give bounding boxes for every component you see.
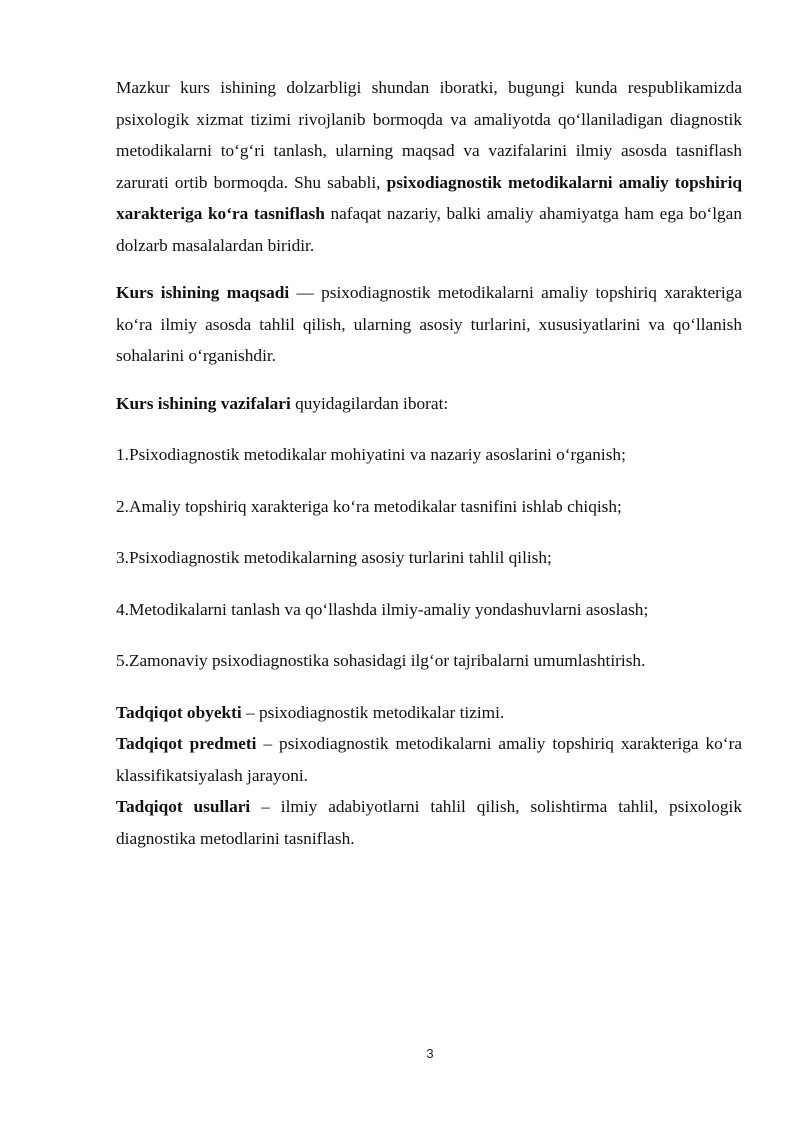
research-subject xyxy=(116,728,742,791)
research-subject-text: – psixodiagnostik metodikalarni amaliy topshiriq xarakteriga ko‘ra klassifikatsiyalash jarayoni. xyxy=(116,734,742,785)
task-item-5: 5.Zamonaviy psixodiagnostika sohasidagi ilg‘or tajribalarni umumlashtirish. xyxy=(116,651,646,670)
document-body xyxy=(116,72,742,854)
tasks-label: Kurs ishining vazifalari xyxy=(116,393,291,413)
task-item-1: 1.Psixodiagnostik metodikalar mohiyatini va nazariy asoslarini o‘rganish; xyxy=(116,445,626,464)
task-item-2: 2.Amaliy topshiriq xarakteriga ko‘ra metodikalar tasnifini ishlab chiqish; xyxy=(116,496,622,516)
task-item-3: 3.Psixodiagnostik metodikalarning asosiy turlarini tahlil qilish; xyxy=(116,548,552,567)
tasks-heading xyxy=(116,388,742,420)
research-methods-label: Tadqiqot usullari xyxy=(116,797,251,816)
research-object xyxy=(116,697,742,729)
relevance-paragraph xyxy=(116,72,742,261)
research-object-label: Tadqiqot obyekti xyxy=(116,702,242,722)
goal-paragraph xyxy=(116,277,742,372)
relevance-text-end: nafaqat nazariy, balki amaliy ahamiyatga ham ega bo‘lgan dolzarb masalalardan biridir. xyxy=(116,204,742,255)
research-methods-text: – ilmiy adabiyotlarni tahlil qilish, solishtirma tahlil, psixologik diagnostika metodlarini tasniflash. xyxy=(116,797,742,848)
research-methods xyxy=(116,791,742,854)
task-item-4: 4.Metodikalarni tanlash va qo‘llashda ilmiy-amaliy yondashuvlarni asoslash; xyxy=(116,599,649,619)
goal-text: — psixodiagnostik metodikalarni amaliy topshiriq xarakteriga ko‘ra ilmiy asosda tahlil qilish, ularning asosiy turlarini, xususiyatlarini va qo‘llanish sohalarini o‘rganishdir. xyxy=(116,283,742,365)
research-subject-label: Tadqiqot predmeti xyxy=(116,734,257,753)
page-number: 3 xyxy=(426,1046,434,1061)
goal-label: Kurs ishining maqsadi xyxy=(116,283,290,302)
relevance-bold-phrase: psixodiagnostik metodikalarni amaliy topshiriq xarakteriga ko‘ra tasniflash xyxy=(116,172,742,223)
relevance-text-start: Mazkur kurs ishining dolzarbligi shundan iboratki, bugungi kunda respublikamizda psixologik xizmat tizimi rivojlanib bormoqda va amaliyotda qo‘llaniladigan diagnostik metodikalarni to‘g‘ri tanlash, ularning maqsad va vazifalarini ilmiy asosda tasniflash zarurati ortib bormoqda. Shu sababli, xyxy=(116,78,742,192)
tasks-text: quyidagilardan iborat: xyxy=(290,393,449,413)
research-object-text: – psixodiagnostik metodikalar tizimi. xyxy=(241,702,505,722)
